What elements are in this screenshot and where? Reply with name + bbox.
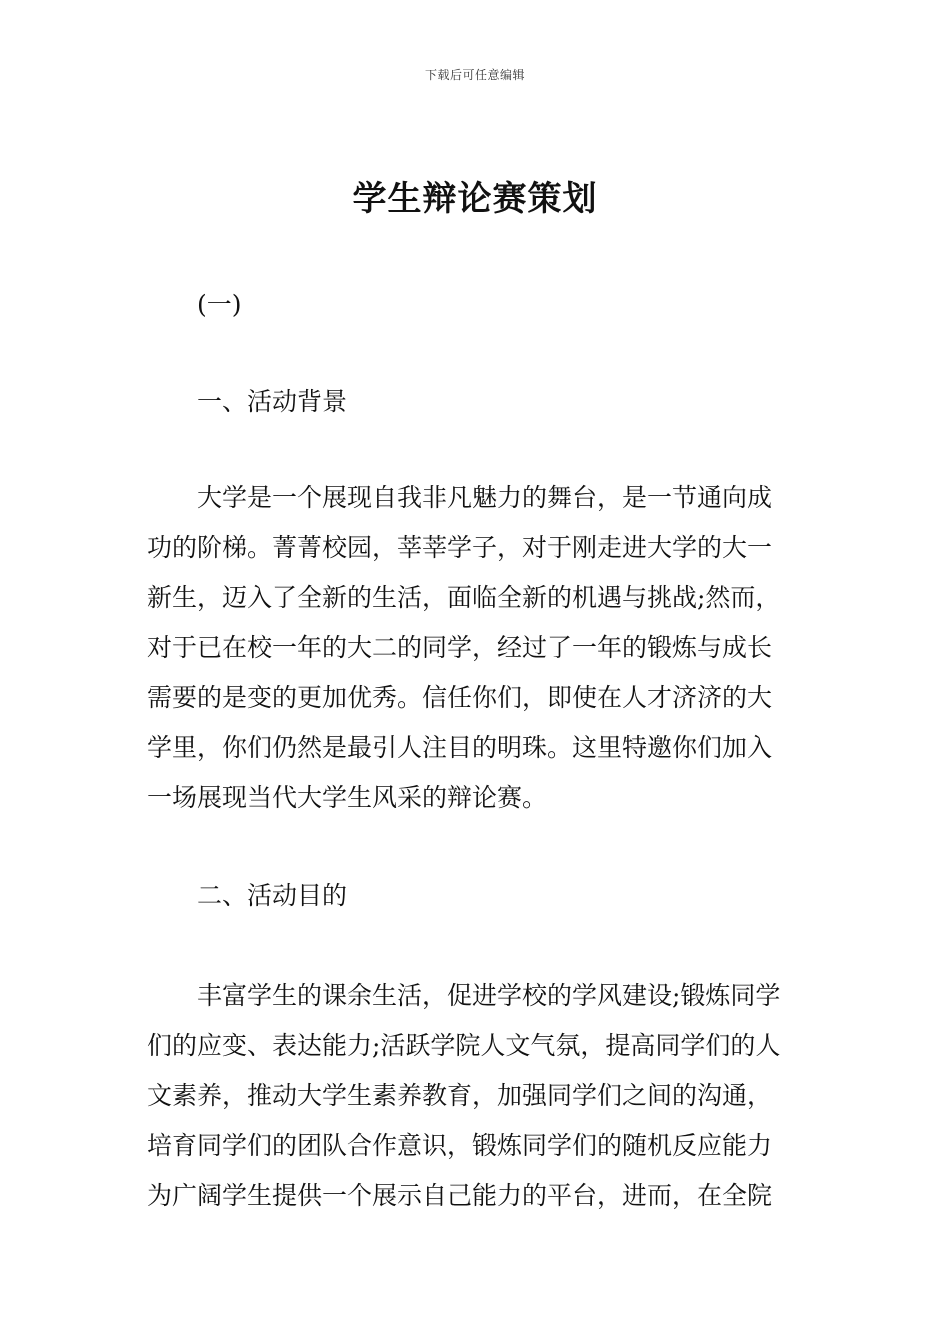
paragraph-line: 对于已在校一年的大二的同学，经过了一年的锻炼与成长 — [147, 633, 773, 662]
section-heading-purpose — [147, 871, 807, 921]
part-label — [147, 280, 807, 330]
section-heading-background — [147, 377, 807, 427]
paragraph-line: 培育同学们的团队合作意识，锻炼同学们的随机反应能力 — [147, 1131, 773, 1160]
header-note: 下载后可任意编辑 — [424, 68, 525, 82]
paragraph-line: 们的应变、表达能力;活跃学院人文气氛，提高同学们的人 — [147, 1031, 781, 1060]
part-label-text: (一) — [197, 290, 242, 319]
paragraph-line: 一场展现当代大学生风采的辩论赛。 — [147, 783, 548, 812]
paragraph-purpose — [147, 971, 807, 1221]
paragraph-line: 丰富学生的课余生活，促进学校的学风建设;锻炼同学 — [197, 981, 781, 1010]
document-title: 学生辩论赛策划 — [352, 179, 598, 219]
paragraph-line: 新生，迈入了全新的生活，面临全新的机遇与挑战;然而， — [147, 583, 781, 612]
paragraph-line: 功的阶梯。菁菁校园，莘莘学子，对于刚走进大学的大一 — [147, 533, 773, 562]
paragraph-line: 文素养，推动大学生素养教育，加强同学们之间的沟通， — [147, 1081, 773, 1110]
paragraph-line: 需要的是变的更加优秀。信任你们，即使在人才济济的大 — [147, 683, 773, 712]
paragraph-line: 学里，你们仍然是最引人注目的明珠。这里特邀你们加入 — [147, 733, 773, 762]
section-heading-text: 一、活动背景 — [197, 387, 348, 416]
paragraph-line: 为广阔学生提供一个展示自己能力的平台，进而，在全院 — [147, 1181, 773, 1210]
paragraph-background — [147, 473, 807, 823]
section-heading-text: 二、活动目的 — [197, 881, 348, 910]
paragraph-line: 大学是一个展现自我非凡魅力的舞台，是一节通向成 — [197, 483, 773, 512]
